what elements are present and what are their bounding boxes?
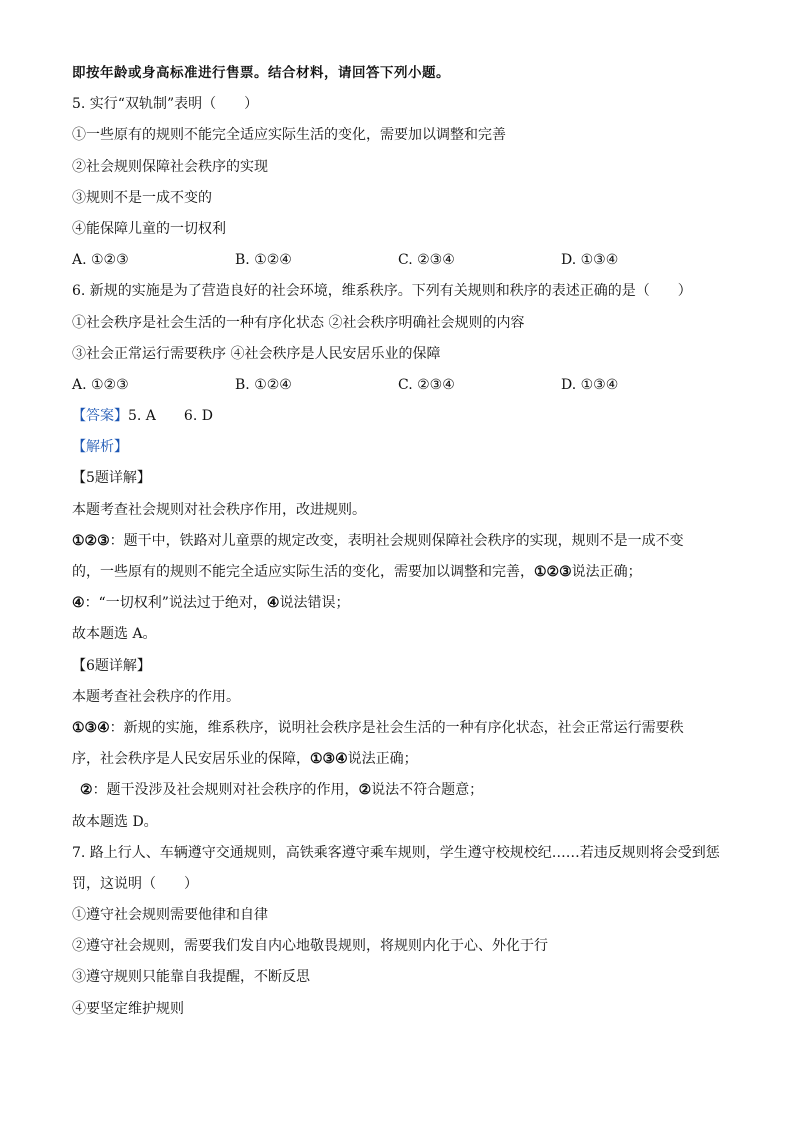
question-7-statement-1: ①遵守社会规则需要他律和自律 [72,907,268,924]
question-6-option-d: D. ①③④ [561,376,619,393]
detail-6-marker-134-b: ①③④ [310,751,348,768]
question-7-stem-line-1: 7. 路上行人、车辆遵守交通规则，高铁乘客遵守乘车规则，学生遵守校规校纪……若违反规则将会受到惩 [72,844,720,861]
detail-6-line-4-end: 说法不符合题意； [371,782,484,799]
analysis-line [72,432,732,463]
detail-6-line-4 [72,775,732,806]
question-7-statement-2: ②遵守社会规则，需要我们发自内心地敬畏规则，将规则内化于心、外化于行 [72,938,548,955]
detail-5-line-4-end: 说法错误； [279,595,350,612]
detail-5-line-2-text: ：题干中，铁路对儿童票的规定改变，表明社会规则保障社会秩序的实现，规则不是一成不变 [109,532,684,549]
question-6-options [72,370,732,401]
detail-5-marker-123: ①②③ [72,532,110,549]
document-page [72,58,732,1025]
question-5-statement-4: ④能保障儿童的一切权利 [72,220,226,237]
detail-6-line-3-text: 序，社会秩序是人民安居乐业的保障， [72,751,310,768]
question-7-statement-3: ③遵守规则只能靠自我提醒，不断反思 [72,969,310,986]
question-7-stem-line-2: 罚，这说明（ ） [72,875,198,892]
detail-5-heading: 【5题详解】 [72,470,151,487]
detail-6-line-2 [72,713,732,744]
question-6-option-c: C. ②③④ [398,376,455,393]
question-6-statements-1-2: ①社会秩序是社会生活的一种有序化状态 ②社会秩序明确社会规则的内容 [72,314,525,331]
detail-5-marker-4: ④ [72,595,85,612]
answer-line [72,401,732,432]
question-5-option-c: C. ②③④ [398,252,455,269]
question-5-statement-3: ③规则不是一成不变的 [72,189,212,206]
analysis-tag: 【解析】 [72,439,128,456]
detail-6-line-1: 本题考查社会秩序的作用。 [72,688,240,705]
detail-5-line-1: 本题考查社会规则对社会秩序作用，改进规则。 [72,501,366,518]
question-5-option-a: A. ①②③ [72,252,129,269]
answer-text: 5. A 6. D [128,408,213,425]
question-6-statements-3-4: ③社会正常运行需要秩序 ④社会秩序是人民安居乐业的保障 [72,345,441,362]
answer-tag: 【答案】 [72,408,128,425]
question-7-statement-4: ④要坚定维护规则 [72,1000,184,1017]
detail-5-line-4 [72,588,732,619]
question-6-option-b: B. ①②④ [235,376,292,393]
detail-6-line-3-end: 说法正确； [347,751,418,768]
detail-5-line-3-end: 说法正确； [571,564,642,580]
question-5-stem: 5. 实行“双轨制”表明（ ） [72,96,259,113]
detail-6-marker-2-b: ② [358,782,372,799]
question-6-stem: 6. 新规的实施是为了营造良好的社会环境，维系秩序。下列有关规则和秩序的表述正确的是（ ） [72,283,692,300]
detail-5-marker-4-b: ④ [266,595,280,612]
detail-5-conclusion: 故本题选 A。 [72,626,157,643]
detail-5-line-3-text: 的，一些原有的规则不能完全适应实际生活的变化，需要加以调整和完善， [72,564,534,580]
detail-6-line-4-text: ：题干没涉及社会规则对社会秩序的作用， [92,782,359,799]
question-6-option-a: A. ①②③ [72,376,129,393]
question-5-option-d: D. ①③④ [561,252,619,269]
detail-6-line-3 [72,744,732,775]
detail-5-marker-123-b: ①②③ [534,564,572,580]
detail-6-marker-2: ② [80,782,93,799]
detail-5-line-3 [72,557,732,588]
detail-5-line-2 [72,526,732,557]
detail-6-line-2-text: ：新规的实施，维系秩序，说明社会秩序是社会生活的一种有序化状态，社会正常运行需要秩 [109,719,684,736]
question-5-statement-2: ②社会规则保障社会秩序的实现 [72,158,268,175]
question-5-option-b: B. ①②④ [235,252,292,269]
detail-6-heading: 【6题详解】 [72,657,151,674]
detail-6-marker-134: ①③④ [72,719,110,736]
detail-5-line-4-text: ：“一切权利”说法过于绝对， [84,595,267,612]
material-intro-line: 即按年龄或身高标准进行售票。结合材料，请回答下列小题。 [72,65,450,81]
detail-6-conclusion: 故本题选 D。 [72,813,158,830]
question-5-statement-1: ①一些原有的规则不能完全适应实际生活的变化，需要加以调整和完善 [72,127,506,144]
question-5-options [72,245,732,276]
